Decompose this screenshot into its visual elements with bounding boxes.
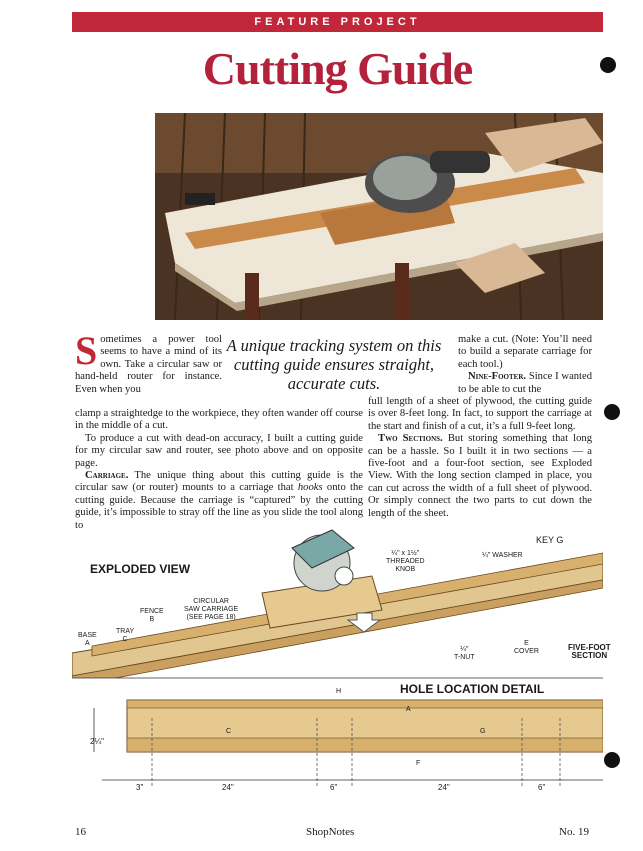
nine-footer-text-a: Since I wanted to be able to cut the — [458, 371, 593, 395]
label-five-foot-section: FIVE-FOOT SECTION — [568, 643, 611, 660]
dim-24-a: 24" — [222, 783, 234, 792]
label-cover: E COVER — [514, 640, 539, 655]
dim-height: 2¼" — [90, 737, 104, 746]
dim-24-b: 24" — [438, 783, 450, 792]
page-title: Cutting Guide — [202, 43, 473, 94]
label-key: KEY G — [536, 535, 564, 545]
label-tray: TRAY C — [116, 628, 135, 643]
carriage-text-a: The unique thing about this cutting guide is the circular saw (or router) mounts to a carriage that — [75, 470, 363, 494]
drop-cap: S — [75, 328, 98, 373]
body-column-2-top — [458, 334, 592, 396]
binder-hole — [604, 404, 620, 420]
issue-number: No. 19 — [559, 826, 589, 838]
label-g: G — [480, 728, 486, 735]
two-sections-paragraph — [368, 433, 592, 520]
intro-text: ometimes a power tool seems to have a mind of its own. Take a circular saw or hand-held router for instance. Even when you — [75, 334, 222, 395]
carriage-emphasis: hooks — [297, 482, 323, 494]
label-washer: ¼" WASHER — [482, 552, 523, 559]
carriage-text-b: onto the cutting guide. Because the carriage is “captured” by the cutting guide, it’s impossible to stray off the line as you slide the tool along to — [75, 482, 363, 531]
dim-3: 3" — [136, 783, 144, 792]
nine-footer-heading: Nine-Footer. — [468, 371, 527, 383]
label-base: BASE A — [78, 632, 97, 647]
label-fence: FENCE B — [140, 608, 164, 623]
label-t-nut: ¼" T-NUT — [454, 646, 475, 661]
label-h: H — [336, 688, 342, 695]
label-carriage: CIRCULAR SAW CARRIAGE (SEE PAGE 18) — [184, 598, 239, 621]
label-c: C — [226, 728, 232, 735]
label-threaded-knob: ¼" x 1½" THREADED KNOB — [386, 550, 425, 573]
nine-footer-text-b: full length of a sheet of plywood, the cutting guide is over 8-feet long. In fact, to support the carriage at the start and finish of a cut, it’s a full 9-feet long. — [368, 396, 592, 432]
binder-hole — [604, 752, 620, 768]
label-a: A — [406, 706, 411, 713]
body-column-1 — [75, 408, 363, 532]
magazine-name: ShopNotes — [306, 826, 355, 838]
label-f: F — [416, 760, 421, 767]
body-column-2 — [368, 396, 592, 520]
intro-continued: clamp a straightedge to the workpiece, they often wander off course in the middle of a cut. — [75, 408, 363, 432]
pull-quote: A unique tracking system on this cutting guide ensures straight, accurate cuts. — [226, 336, 442, 393]
dim-6-b: 6" — [538, 783, 546, 792]
feature-banner: FEATURE PROJECT — [72, 12, 603, 32]
exploded-view-diagram — [72, 528, 611, 818]
binder-hole — [600, 57, 616, 73]
note-paragraph: make a cut. (Note: You’ll need to build a separate carriage for each tool.) — [458, 334, 592, 370]
dim-6-a: 6" — [330, 783, 338, 792]
two-sections-heading: Two Sections. — [378, 433, 443, 445]
hole-location-title: HOLE LOCATION DETAIL — [400, 682, 545, 696]
nine-footer-start — [458, 371, 592, 396]
paragraph-carriage — [75, 470, 363, 532]
cutting-guide-photo — [155, 113, 603, 320]
body-column-1-top — [75, 328, 222, 396]
two-sections-text: But storing something that long can be a hassle. So I built it in two sections — a five-foot and a four-foot section, see Exploded View. With the long section clamped in place, you can cut across the width of a full sheet of plywood. Or simply connect the two parts to cut down the length of the sheet. — [368, 433, 592, 519]
paragraph-accuracy: To produce a cut with dead-on accuracy, I built a cutting guide for my circular saw and router, see photo above and on opposite page. — [75, 432, 363, 469]
exploded-view-title: EXPLODED VIEW — [90, 562, 191, 576]
page-number: 16 — [75, 826, 86, 838]
carriage-heading: Carriage. — [85, 470, 129, 482]
